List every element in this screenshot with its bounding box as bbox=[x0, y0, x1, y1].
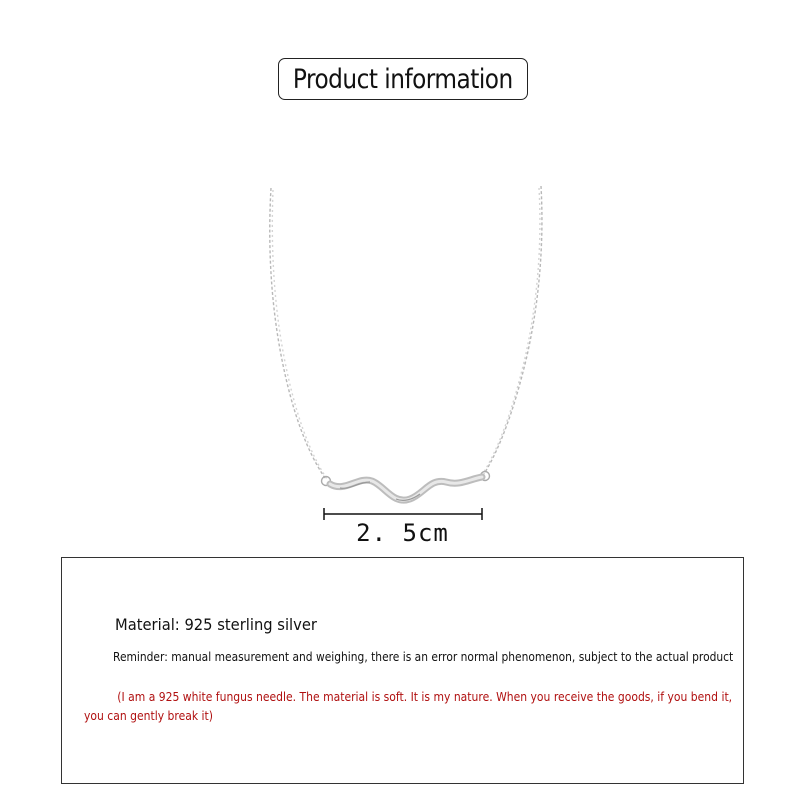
material-text: Material: 925 sterling silver bbox=[115, 615, 317, 634]
care-note-line-2: you can gently break it) bbox=[84, 709, 213, 723]
care-note bbox=[84, 688, 733, 726]
chain-left bbox=[270, 188, 327, 479]
page-title: Product information bbox=[293, 63, 513, 95]
details-box bbox=[61, 557, 744, 784]
chain-right bbox=[482, 186, 542, 475]
wave-pendant bbox=[330, 477, 482, 500]
reminder-text: Reminder: manual measurement and weighing, there is an error normal phenomenon, subject to the actual product bbox=[113, 650, 734, 664]
care-note-line-1: (I am a 925 white fungus needle. The material is soft. It is my nature. When you receive the goods, if you bend it, bbox=[117, 690, 733, 704]
measurement-label: 2. 5cm bbox=[356, 519, 449, 547]
